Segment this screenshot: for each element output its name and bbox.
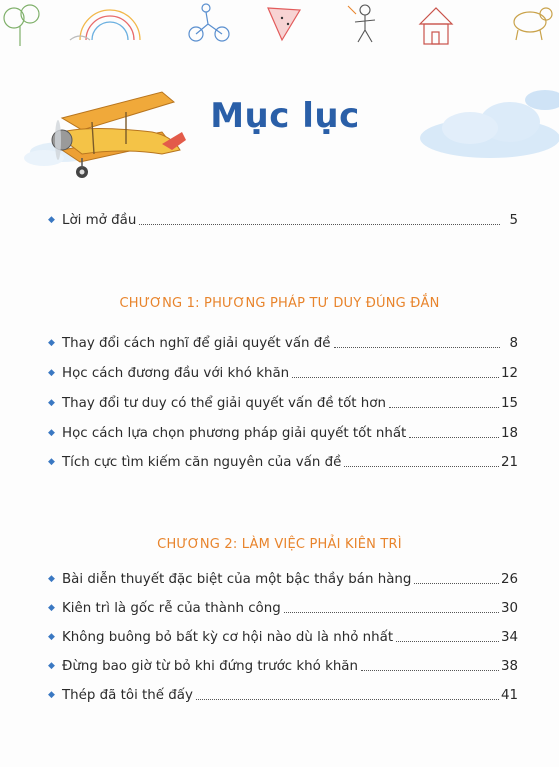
cloud-illustration [400, 86, 559, 166]
dot-leader [334, 346, 500, 348]
toc-entry-label: Bài diễn thuyết đặc biệt của một bậc thầy bán hàng [62, 571, 412, 587]
dog-icon [514, 8, 552, 40]
toc-entry-label: Học cách đương đầu với khó khăn [62, 365, 290, 381]
toc-entry-label: Học cách lựa chọn phương pháp giải quyết tốt nhất [62, 425, 407, 441]
toc-entry[interactable] [48, 332, 518, 354]
toc-entry[interactable] [48, 451, 518, 473]
toc-entry[interactable] [48, 597, 518, 619]
dot-leader [389, 406, 499, 408]
chapter-2-heading: CHƯƠNG 2: LÀM VIỆC PHẢI KIÊN TRÌ [157, 537, 402, 552]
toc-entry[interactable] [48, 362, 518, 384]
kite-kid-icon [348, 5, 375, 42]
toc-page-number: 18 [500, 425, 518, 441]
toc-entry-label: Thép đã tôi thế đấy [62, 687, 193, 703]
toc-page-number: 38 [500, 658, 518, 674]
bullet-icon: ◆ [48, 661, 55, 671]
house-icon [420, 8, 452, 44]
page-title: Mục lục [210, 96, 360, 136]
dot-leader [414, 582, 499, 584]
bullet-icon: ◆ [48, 428, 55, 438]
toc-page-number: 8 [509, 335, 518, 351]
toc-page-number: 15 [500, 395, 518, 411]
toc-entry-intro[interactable] [48, 209, 518, 231]
toc-entry[interactable] [48, 626, 518, 648]
bullet-icon: ◆ [48, 574, 55, 584]
toc-entry-label: Tích cực tìm kiếm căn nguyên của vấn đề [62, 454, 342, 470]
dot-leader [361, 669, 499, 671]
toc-entry[interactable] [48, 422, 518, 444]
toc-page-number: 41 [500, 687, 518, 703]
bullet-icon: ◆ [48, 603, 55, 613]
toc-entry[interactable] [48, 655, 518, 677]
toc-entry-label: Không buông bỏ bất kỳ cơ hội nào dù là nhỏ nhất [62, 629, 394, 645]
bullet-icon: ◆ [48, 368, 55, 378]
bullet-icon: ◆ [48, 338, 55, 348]
dot-leader [292, 376, 499, 378]
watermelon-icon [268, 8, 300, 40]
dot-leader [139, 223, 500, 225]
toc-entry[interactable] [48, 392, 518, 414]
tree-icon [4, 5, 39, 46]
toc-entry-label: Đừng bao giờ từ bỏ khi đứng trước khó khăn [62, 658, 358, 674]
toc-page-number: 21 [500, 454, 518, 470]
bullet-icon: ◆ [48, 215, 55, 225]
toc-entry-label: Lời mở đầu [62, 212, 137, 228]
dot-leader [409, 436, 499, 438]
toc-page-number: 30 [500, 600, 518, 616]
bullet-icon: ◆ [48, 457, 55, 467]
toc-entry[interactable] [48, 684, 518, 706]
dot-leader [344, 465, 499, 467]
toc-entry[interactable] [48, 568, 518, 590]
dot-leader [284, 611, 499, 613]
bullet-icon: ◆ [48, 398, 55, 408]
bullet-icon: ◆ [48, 690, 55, 700]
header-doodles [0, 0, 559, 50]
toc-entry-label: Thay đổi tư duy có thể giải quyết vấn đề tốt hơn [62, 395, 386, 411]
toc-page-number: 26 [500, 571, 518, 587]
toc-entry-label: Thay đổi cách nghĩ để giải quyết vấn đề [62, 335, 331, 351]
chapter-1-heading: CHƯƠNG 1: PHƯƠNG PHÁP TƯ DUY ĐÚNG ĐẮN [119, 296, 440, 311]
dot-leader [396, 640, 499, 642]
toc-page-number: 5 [509, 212, 518, 228]
toc-page-number: 34 [500, 629, 518, 645]
toc-page-number: 12 [500, 365, 518, 381]
cyclist-icon [189, 4, 229, 41]
rainbow-icon [70, 10, 140, 40]
bullet-icon: ◆ [48, 632, 55, 642]
biplane-illustration [22, 88, 190, 186]
dot-leader [196, 698, 499, 700]
toc-entry-label: Kiên trì là gốc rễ của thành công [62, 600, 281, 616]
